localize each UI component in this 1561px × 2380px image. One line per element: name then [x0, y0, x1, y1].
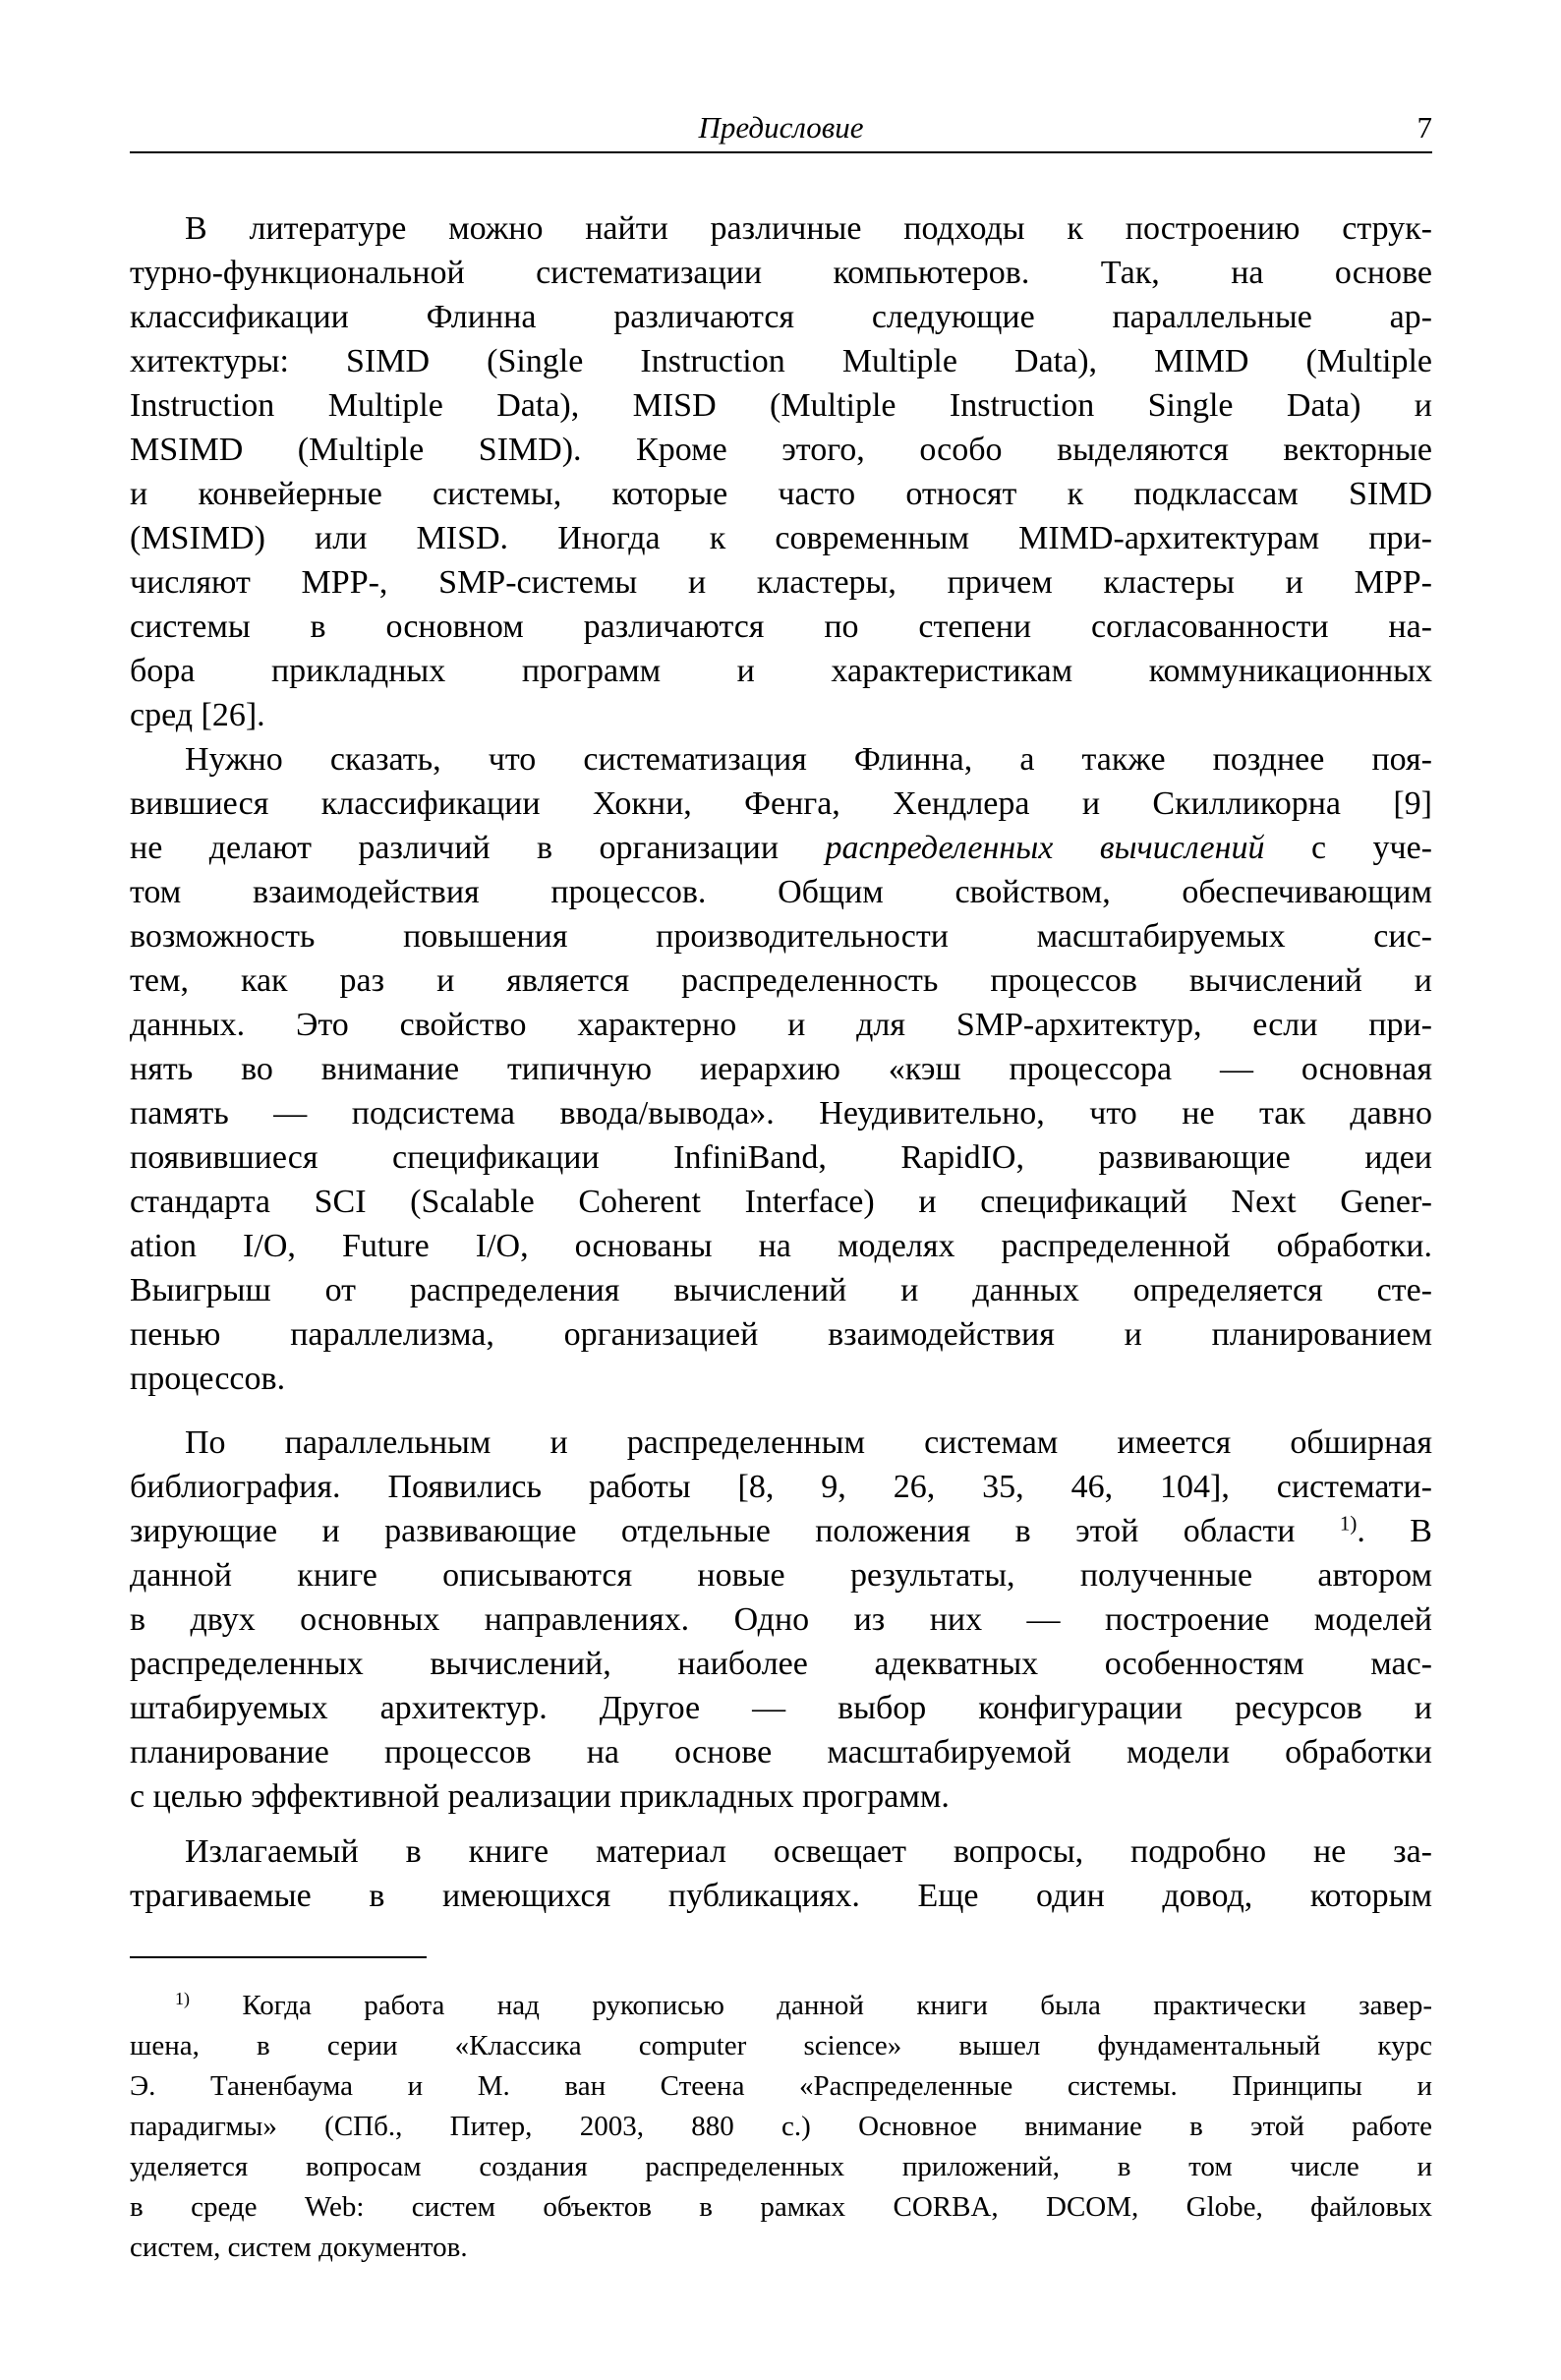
paragraph-1: [130, 206, 1432, 737]
text-segment: . В: [1357, 1513, 1432, 1549]
text-line: системы в основном различаются по степени согласованности на-: [130, 609, 1432, 645]
text-segment: Когда работа над рукописью данной книги была практически завер-: [189, 1990, 1432, 2021]
text-line: появившиеся спецификации InfiniBand, RapidIO, развивающие идеи: [130, 1139, 1432, 1176]
text-line: том взаимодействия процессов. Общим свойством, обеспечивающим: [130, 874, 1432, 910]
emphasis-text: распределенных вычислений: [825, 830, 1265, 866]
text-line: По параллельным и распределенным системам имеется обширная: [185, 1424, 1432, 1461]
paragraph-4: [130, 1829, 1432, 1918]
text-line: MSIMD (Multiple SIMD). Кроме этого, особо выделяются векторные: [130, 432, 1432, 468]
text-line: возможность повышения производительности масштабируемых сис-: [130, 918, 1432, 955]
text-line: Instruction Multiple Data), MISD (Multiple Instruction Single Data) и: [130, 387, 1432, 424]
text-line: память — подсистема ввода/вывода». Неудивительно, что не так давно: [130, 1095, 1432, 1132]
text-line: и конвейерные системы, которые часто относят к подклассам SIMD: [130, 476, 1432, 512]
footnote-marker: 1): [175, 1989, 190, 2009]
text-line: Выигрыш от распределения вычислений и данных определяется сте-: [130, 1272, 1432, 1308]
text-line: [130, 826, 1432, 870]
footnote: [130, 1986, 1432, 2268]
text-line: Излагаемый в книге материал освещает вопросы, подробно не за-: [185, 1833, 1432, 1870]
text-line: в среде Web: систем объектов в рамках CORBA, DCOM, Globe, файловых: [130, 2191, 1432, 2223]
text-line: Э. Таненбаума и М. ван Стеена «Распределенные системы. Принципы и: [130, 2070, 1432, 2102]
text-line: Нужно сказать, что систематизация Флинна, а также позднее поя-: [185, 741, 1432, 778]
text-line: пенью параллелизма, организацией взаимодействия и планированием: [130, 1316, 1432, 1353]
page-number: 7: [1416, 110, 1432, 145]
header-rule: [130, 151, 1432, 153]
text-line: шена, в серии «Классика computer science» вышел фундаментальный курс: [130, 2030, 1432, 2061]
text-line: (MSIMD) или MISD. Иногда к современным MIMD-архитектурам при-: [130, 520, 1432, 556]
text-line: вившиеся классификации Хокни, Фенга, Хендлера и Скилликорна [9]: [130, 785, 1432, 822]
footnote-rule: [130, 1956, 427, 1958]
text-line: бора прикладных программ и характеристикам коммуникационных: [130, 653, 1432, 689]
text-line: данных. Это свойство характерно и для SMP-архитектур, если при-: [130, 1007, 1432, 1043]
text-line: хитектуры: SIMD (Single Instruction Multiple Data), MIMD (Multiple: [130, 343, 1432, 379]
text-line: в двух основных направлениях. Одно из них — построение моделей: [130, 1601, 1432, 1638]
text-line: распределенных вычислений, наиболее адекватных особенностям мас-: [130, 1646, 1432, 1682]
text-line: процессов.: [130, 1361, 286, 1397]
text-line: [130, 1509, 1432, 1553]
running-header-title: Предисловие: [698, 110, 864, 145]
text-segment: с уче-: [1264, 830, 1432, 866]
text-line: тем, как раз и является распределенность процессов вычислений и: [130, 962, 1432, 999]
text-line: уделяется вопросам создания распределенных приложений, в том числе и: [130, 2151, 1432, 2182]
text-line: сред [26].: [130, 697, 265, 733]
text-line: [130, 1986, 1432, 2026]
text-line: систем, систем документов.: [130, 2232, 468, 2263]
paragraph-3: [130, 1421, 1432, 1819]
text-line: с целью эффективной реализации прикладных программ.: [130, 1778, 950, 1815]
text-line: данной книге описываются новые результаты, полученные автором: [130, 1557, 1432, 1594]
text-line: классификации Флинна различаются следующие параллельные ар-: [130, 299, 1432, 335]
text-segment: не делают различий в организации: [130, 830, 826, 866]
text-line: штабируемых архитектур. Другое — выбор конфигурации ресурсов и: [130, 1690, 1432, 1726]
text-line: библиография. Появились работы [8, 9, 26, 35, 46, 104], системати-: [130, 1469, 1432, 1505]
text-line: трагиваемые в имеющихся публикациях. Еще один довод, которым: [130, 1878, 1432, 1914]
text-line: парадигмы» (СПб., Питер, 2003, 880 с.) Основное внимание в этой работе: [130, 2111, 1432, 2142]
footnote-marker: 1): [1339, 1511, 1358, 1536]
paragraph-2: [130, 737, 1432, 1401]
text-line: ation I/O, Future I/O, основаны на моделях распределенной обработки.: [130, 1228, 1432, 1264]
text-line: стандарта SCI (Scalable Coherent Interface) и спецификаций Next Gener-: [130, 1184, 1432, 1220]
text-line: числяют MPP-, SMP-системы и кластеры, причем кластеры и MPP-: [130, 564, 1432, 601]
text-line: В литературе можно найти различные подходы к построению струк-: [185, 210, 1432, 247]
text-segment: зирующие и развивающие отдельные положения в этой области: [130, 1513, 1340, 1549]
text-line: нять во внимание типичную иерархию «кэш процессора — основная: [130, 1051, 1432, 1087]
running-header: [130, 110, 1432, 149]
text-line: планирование процессов на основе масштабируемой модели обработки: [130, 1734, 1432, 1770]
text-line: турно-функциональной систематизации компьютеров. Так, на основе: [130, 255, 1432, 291]
